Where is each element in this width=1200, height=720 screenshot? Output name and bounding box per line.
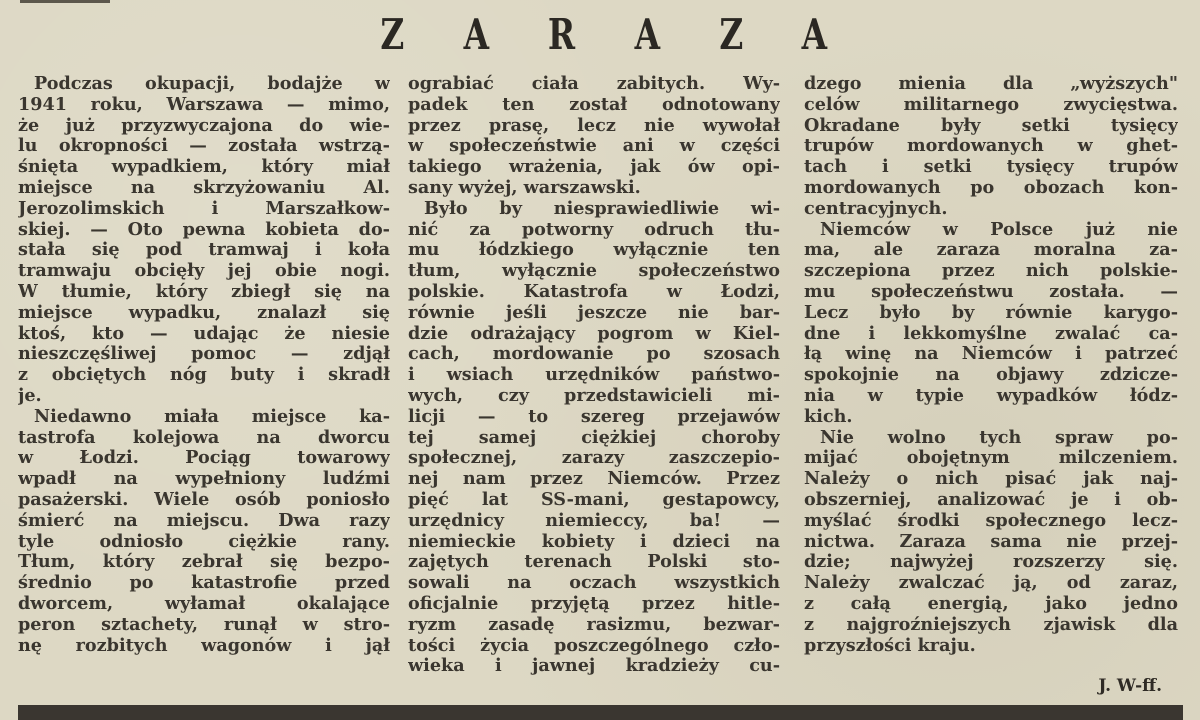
text-line: Okradane były setki tysięcy: [804, 115, 1178, 136]
text-line: dworcem, wyłamał okalające: [18, 593, 390, 614]
text-line: niemieckie kobiety i dzieci na: [408, 531, 780, 552]
author-signature: J. W-ff.: [1098, 676, 1162, 696]
text-line: polskie. Katastrofa w Łodzi,: [408, 281, 780, 302]
text-line: mu łódzkiego wyłącznie ten: [408, 240, 780, 261]
text-line: w społeczeństwie ani w części: [408, 136, 780, 157]
text-line: Lecz było by równie karygo-: [804, 302, 1178, 323]
text-line: je.: [18, 385, 42, 406]
text-line: stała się pod tramwaj i koła: [18, 240, 390, 261]
text-line: Należy zwalczać ją, od zaraz,: [804, 573, 1178, 594]
text-line: że już przyzwyczajona do wie-: [18, 115, 390, 136]
text-line: przez prasę, lecz nie wywołał: [408, 115, 780, 136]
text-line: Należy o nich pisać jak naj-: [804, 469, 1178, 490]
text-line: tastrofa kolejowa na dworcu: [18, 427, 390, 448]
text-line: mijać obojętnym milczeniem.: [804, 448, 1178, 469]
text-line: Niemców w Polsce już nie: [820, 219, 1178, 240]
title-letters: [0, 6, 1200, 59]
text-line: dzie; najwyżej rozszerzy się.: [804, 552, 1178, 573]
text-line: z najgroźniejszych zjawisk dla: [804, 614, 1178, 635]
text-line: nej nam przez Niemców. Przez: [408, 469, 780, 490]
text-line: tyle odniosło ciężkie rany.: [18, 531, 390, 552]
text-line: trupów mordowanych w ghet-: [804, 136, 1178, 157]
text-line: nieszczęśliwej pomoc — zdjął: [18, 344, 390, 365]
text-line: dne i lekkomyślne zwalać ca-: [804, 323, 1178, 344]
text-line: w Łodzi. Pociąg towarowy: [18, 448, 390, 469]
text-line: Było by niesprawiedliwie wi-: [424, 198, 780, 219]
text-line: spokojnie na objawy zdzicze-: [804, 365, 1178, 386]
text-line: ograbiać ciała zabitych. Wy-: [408, 74, 780, 94]
text-line: nę rozbitych wagonów i jął: [18, 635, 390, 656]
title-letter: Z: [380, 10, 405, 59]
title-letter: Z: [719, 10, 744, 59]
text-line: Podczas okupacji, bodajże w: [34, 74, 390, 94]
text-line: śnięta wypadkiem, który miał: [18, 157, 390, 178]
text-line: nia w typie wypadków łódz-: [804, 385, 1178, 406]
text-line: łą winę na Niemców i patrzeć: [804, 344, 1178, 365]
article-title: [0, 6, 1200, 66]
text-line: dzego mienia dla „wyższych": [804, 74, 1178, 94]
text-line: cach, mordowanie po szosach: [408, 344, 780, 365]
text-line: ktoś, kto — udając że niesie: [18, 323, 390, 344]
article-column-3: [804, 74, 1178, 656]
article-column-2: [408, 74, 780, 677]
text-line: śmierć na miejscu. Dwa razy: [18, 510, 390, 531]
text-line: sany wyżej, warszawski.: [408, 177, 641, 198]
text-line: Niedawno miała miejsce ka-: [34, 406, 390, 427]
text-line: mordowanych po obozach kon-: [804, 177, 1178, 198]
title-letter: A: [463, 10, 489, 59]
text-line: tramwaju obcięły jej obie nogi.: [18, 261, 390, 282]
text-line: padek ten został odnotowany: [408, 94, 780, 115]
text-line: sowali na oczach wszystkich: [408, 573, 780, 594]
text-line: zajętych terenach Polski sto-: [408, 552, 780, 573]
text-line: nić za potworny odruch tłu-: [408, 219, 780, 240]
text-line: miejsce wypadku, znalazł się: [18, 302, 390, 323]
text-line: Tłum, który zebrał się bezpo-: [18, 552, 390, 573]
text-line: z całą energią, jako jedno: [804, 593, 1178, 614]
text-line: wpadł na wypełniony ludźmi: [18, 469, 390, 490]
text-line: równie jeśli jeszcze nie bar-: [408, 302, 780, 323]
text-line: pięć lat SS-mani, gestapowcy,: [408, 489, 780, 510]
text-line: Nie wolno tych spraw po-: [820, 427, 1178, 448]
text-line: tej samej ciężkiej choroby: [408, 427, 780, 448]
text-line: mu społeczeństwu została. —: [804, 281, 1178, 302]
text-line: przyszłości kraju.: [804, 635, 976, 656]
top-rule: [20, 0, 110, 3]
title-letter: R: [548, 10, 576, 59]
text-line: lu okropności — została wstrzą-: [18, 136, 390, 157]
text-line: średnio po katastrofie przed: [18, 573, 390, 594]
text-line: tach i setki tysięcy trupów: [804, 157, 1178, 178]
text-line: tłum, wyłącznie społeczeństwo: [408, 261, 780, 282]
article-column-1: [18, 74, 390, 656]
text-line: społecznej, zarazy zaszczepio-: [408, 448, 780, 469]
text-line: oficjalnie przyjętą przez hitle-: [408, 593, 780, 614]
title-letter: A: [634, 10, 661, 59]
text-line: szczepiona przez nich polskie-: [804, 261, 1178, 282]
text-line: peron sztachety, runął w stro-: [18, 614, 390, 635]
text-line: tości życia poszczególnego czło-: [408, 635, 780, 656]
text-line: kich.: [804, 406, 853, 427]
text-line: Jerozolimskich i Marszałkow-: [18, 198, 390, 219]
text-line: urzędnicy niemieccy, ba! —: [408, 510, 780, 531]
text-line: skiej. — Oto pewna kobieta do-: [18, 219, 390, 240]
text-line: obszerniej, analizować je i ob-: [804, 489, 1178, 510]
text-line: takiego wrażenia, jak ów opi-: [408, 157, 780, 178]
text-line: wieka i jawnej kradzieży cu-: [408, 656, 780, 677]
text-line: z obciętych nóg buty i skradł: [18, 365, 390, 386]
text-line: W tłumie, który zbiegł się na: [18, 281, 390, 302]
text-line: 1941 roku, Warszawa — mimo,: [18, 94, 390, 115]
text-line: wych, czy przedstawicieli mi-: [408, 385, 780, 406]
bottom-rule: [18, 705, 1183, 720]
text-line: i wsiach urzędników państwo-: [408, 365, 780, 386]
text-line: dzie odrażający pogrom w Kiel-: [408, 323, 780, 344]
text-line: ma, ale zaraza moralna za-: [804, 240, 1178, 261]
text-line: centracyjnych.: [804, 198, 948, 219]
text-line: licji — to szereg przejawów: [408, 406, 780, 427]
title-letter: A: [802, 10, 828, 59]
text-line: pasażerski. Wiele osób poniosło: [18, 489, 390, 510]
text-line: nictwa. Zaraza sama nie przej-: [804, 531, 1178, 552]
text-line: miejsce na skrzyżowaniu Al.: [18, 177, 390, 198]
text-line: myślać środki społecznego lecz-: [804, 510, 1178, 531]
text-line: celów militarnego zwycięstwa.: [804, 94, 1178, 115]
text-line: ryzm zasadę rasizmu, bezwar-: [408, 614, 780, 635]
